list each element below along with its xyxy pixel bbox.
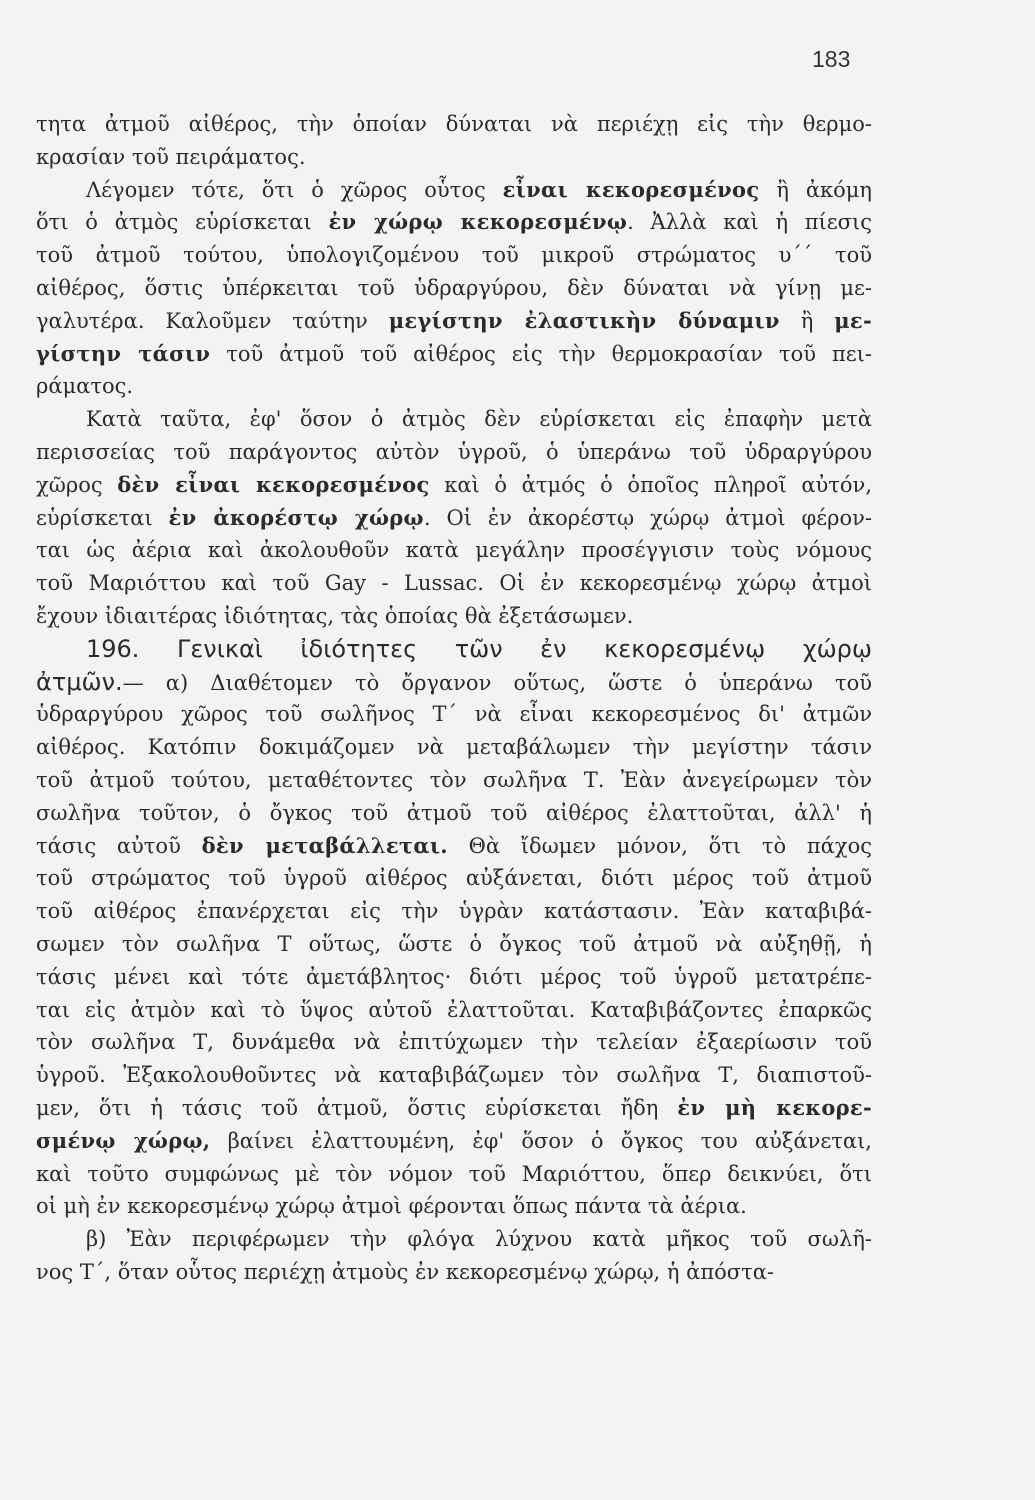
text-span: ράματος.	[36, 374, 134, 399]
bold-term: με-	[834, 307, 873, 333]
text-span: τοῦ αἰθέρος ἐπανέρχεται εἰς τὴν ὑγρὰν κατάστασιν. Ἐὰν καταβιβά-	[36, 899, 872, 924]
text-span: αἰθέρος. Κατόπιν δοκιμάζομεν νὰ μεταβάλωμεν τὴν μεγίστην τάσιν	[36, 735, 872, 760]
text-line	[36, 895, 872, 928]
text-span: τάσις αὐτοῦ	[36, 833, 202, 858]
text-line	[36, 206, 872, 239]
text-line	[36, 567, 872, 600]
text-line	[36, 764, 872, 797]
bold-term: σμένῳ χώρῳ,	[36, 1127, 211, 1153]
text-span: κρασίαν τοῦ πειράματος.	[36, 144, 306, 169]
text-line	[36, 961, 872, 994]
text-span: καὶ τοῦτο συμφώνως μὲ τὸν νόμον τοῦ Μαριόττου, ὅπερ δεικνύει, ὅτι	[36, 1161, 872, 1186]
text-line	[36, 830, 872, 863]
text-span: ἢ	[779, 308, 835, 333]
text-span: Θὰ ἴδωμεν μόνον, ὅτι τὸ πάχος	[447, 833, 872, 858]
text-span: . Ἀλλὰ καὶ ἡ πίεσις	[627, 210, 872, 235]
text-span: οἱ μὴ ἐν κεκορεσμένῳ χώρῳ ἀτμοὶ φέρονται ὅπως πάντα τὰ ἀέρια.	[36, 1194, 747, 1219]
text-span: τοῦ ἀτμοῦ τοῦ αἰθέρος εἰς τὴν θερμοκρασίαν τοῦ πει-	[210, 341, 872, 366]
bold-term: δὲν μεταβάλλεται.	[201, 832, 448, 858]
text-line	[36, 698, 872, 731]
bold-term: γίστην τάσιν	[36, 340, 211, 366]
text-line	[36, 1026, 872, 1059]
text-line	[36, 108, 872, 141]
text-line	[36, 600, 872, 633]
text-span: καὶ ὁ ἀτμός ὁ ὁποῖος πληροῖ αὐτόν,	[429, 472, 873, 497]
text-line	[36, 141, 872, 174]
text-span: ἢ ἀκόμη	[759, 177, 873, 202]
text-line	[36, 1158, 872, 1191]
text-span: τάσις μένει καὶ τότε ἀμετάβλητος· διότι μέρος τοῦ ὑγροῦ μετατρέπε-	[36, 964, 872, 989]
text-line	[36, 436, 872, 469]
text-line	[36, 633, 872, 666]
section-heading: 196. Γενικαὶ ἰδιότητες τῶν ἐν κεκορεσμένῳ χώρῳ	[86, 634, 872, 663]
text-span: β) Ἐὰν περιφέρωμεν τὴν φλόγα λύχνου κατὰ μῆκος τοῦ σωλῆ-	[86, 1227, 872, 1252]
text-span: ται εἰς ἀτμὸν καὶ τὸ ὕψος αὐτοῦ ἐλαττοῦται. Καταβιβάζοντες ἐπαρκῶς	[36, 997, 872, 1022]
text-line	[36, 469, 872, 502]
bold-term: ἐν χώρῳ κεκορεσμένῳ	[328, 209, 628, 235]
text-span: τοῦ ἀτμοῦ τούτου, ὑπολογιζομένου τοῦ μικροῦ στρώματος υ΄΄ τοῦ	[36, 243, 872, 268]
text-span: τὸν σωλῆνα Τ, δυνάμεθα νὰ ἐπιτύχωμεν τὴν τελείαν ἐξαερίωσιν τοῦ	[36, 1030, 872, 1055]
bold-term: ἐν ἀκορέστῳ χώρῳ	[168, 504, 424, 530]
text-span: εὑρίσκεται	[36, 505, 169, 530]
text-span: ἔχουν ἰδιαιτέρας ἰδιότητας, τὰς ὁποίας θὰ ἐξετάσωμεν.	[36, 603, 634, 628]
text-span: τητα ἀτμοῦ αἰθέρος, τὴν ὁποίαν δύναται νὰ περιέχῃ εἰς τὴν θερμο-	[36, 112, 872, 136]
text-line	[36, 1223, 872, 1256]
text-span: ὑγροῦ. Ἐξακολουθοῦντες νὰ καταβιβάζωμεν τὸν σωλῆνα Τ, διαπιστοῦ-	[36, 1063, 872, 1088]
text-span: — α) Διαθέτομεν τὸ ὄργανον οὕτως, ὥστε ὁ ὑπεράνω τοῦ	[122, 670, 872, 695]
text-span: ὅτι ὁ ἀτμὸς εὑρίσκεται	[36, 210, 329, 235]
text-span: τοῦ στρώματος τοῦ ὑγροῦ αἰθέρος αὐξάνεται, διότι μέρος τοῦ ἀτμοῦ	[36, 866, 872, 891]
text-line	[36, 666, 872, 699]
text-span: μεν, ὅτι ἡ τάσις τοῦ ἀτμοῦ, ὅστις εὑρίσκεται ἤδη	[36, 1095, 678, 1120]
text-line	[36, 1190, 872, 1223]
text-line	[36, 994, 872, 1027]
text-line	[36, 305, 872, 338]
text-span: Κατὰ ταῦτα, ἐφ' ὅσον ὁ ἀτμὸς δὲν εὑρίσκεται εἰς ἐπαφὴν μετὰ	[86, 407, 872, 432]
text-line	[36, 239, 872, 272]
page-number: 183	[812, 46, 851, 72]
text-line	[36, 1059, 872, 1092]
text-line	[36, 1256, 872, 1289]
bold-term: μεγίστην ἐλαστικὴν δύναμιν	[388, 307, 780, 333]
text-line	[36, 862, 872, 895]
bold-term: δὲν εἶναι κεκορεσμένος	[117, 471, 430, 497]
bold-term: ἐν μὴ κεκορε-	[677, 1094, 872, 1120]
text-line	[36, 731, 872, 764]
text-span: βαίνει ἐλαττουμένη, ἐφ' ὅσον ὁ ὄγκος του αὐξάνεται,	[210, 1128, 872, 1153]
text-span: σωμεν τὸν σωλῆνα Τ οὕτως, ὥστε ὁ ὄγκος τοῦ ἀτμοῦ νὰ αὐξηθῇ, ἡ	[36, 931, 872, 956]
text-span: αἰθέρος, ὅστις ὑπέρκειται τοῦ ὑδραργύρου, δὲν δύναται νὰ γίνῃ με-	[36, 275, 872, 300]
text-line	[36, 272, 872, 305]
text-span: Λέγομεν τότε, ὅτι ὁ χῶρος οὗτος	[86, 177, 503, 202]
section-heading: ἀτμῶν.	[36, 667, 123, 696]
text-span: ὑδραργύρου χῶρος τοῦ σωλῆνος Τ΄ νὰ εἶναι κεκορεσμένος δι' ἀτμῶν	[36, 702, 872, 727]
text-span: χῶρος	[36, 472, 118, 497]
text-line	[36, 403, 872, 436]
text-span: τοῦ ἀτμοῦ τούτου, μεταθέτοντες τὸν σωλῆνα Τ. Ἐὰν ἀνεγείρωμεν τὸν	[36, 767, 872, 792]
text-span: γαλυτέρα. Καλοῦμεν ταύτην	[36, 308, 389, 333]
body-text	[36, 108, 872, 1289]
text-line	[36, 1092, 872, 1125]
text-line	[36, 338, 872, 371]
text-line	[36, 370, 872, 403]
text-span: περισσείας τοῦ παράγοντος αὐτὸν ὑγροῦ, ὁ ὑπεράνω τοῦ ὑδραργύρου	[36, 439, 872, 464]
text-line	[36, 928, 872, 961]
text-line	[36, 502, 872, 535]
text-line	[36, 797, 872, 830]
text-line	[36, 1125, 872, 1158]
text-line	[36, 534, 872, 567]
text-span: τοῦ Μαριόττου καὶ τοῦ Gay - Lussac. Οἱ ἐν κεκορεσμένῳ χώρῳ ἀτμοὶ	[36, 571, 872, 596]
text-line	[36, 174, 872, 207]
text-span: ται ὡς ἀέρια καὶ ἀκολουθοῦν κατὰ μεγάλην προσέγγισιν τοὺς νόμους	[36, 538, 872, 563]
text-span: . Οἱ ἐν ἀκορέστῳ χώρῳ ἀτμοὶ φέρον-	[423, 505, 872, 530]
text-span: νος Τ΄, ὅταν οὗτος περιέχῃ ἀτμοὺς ἐν κεκορεσμένῳ χώρῳ, ἡ ἀπόστα-	[36, 1259, 775, 1284]
text-span: σωλῆνα τοῦτον, ὁ ὄγκος τοῦ ἀτμοῦ τοῦ αἰθέρος ἐλαττοῦται, ἀλλ' ἡ	[36, 800, 872, 825]
bold-term: εἶναι κεκορεσμένος	[502, 176, 760, 202]
